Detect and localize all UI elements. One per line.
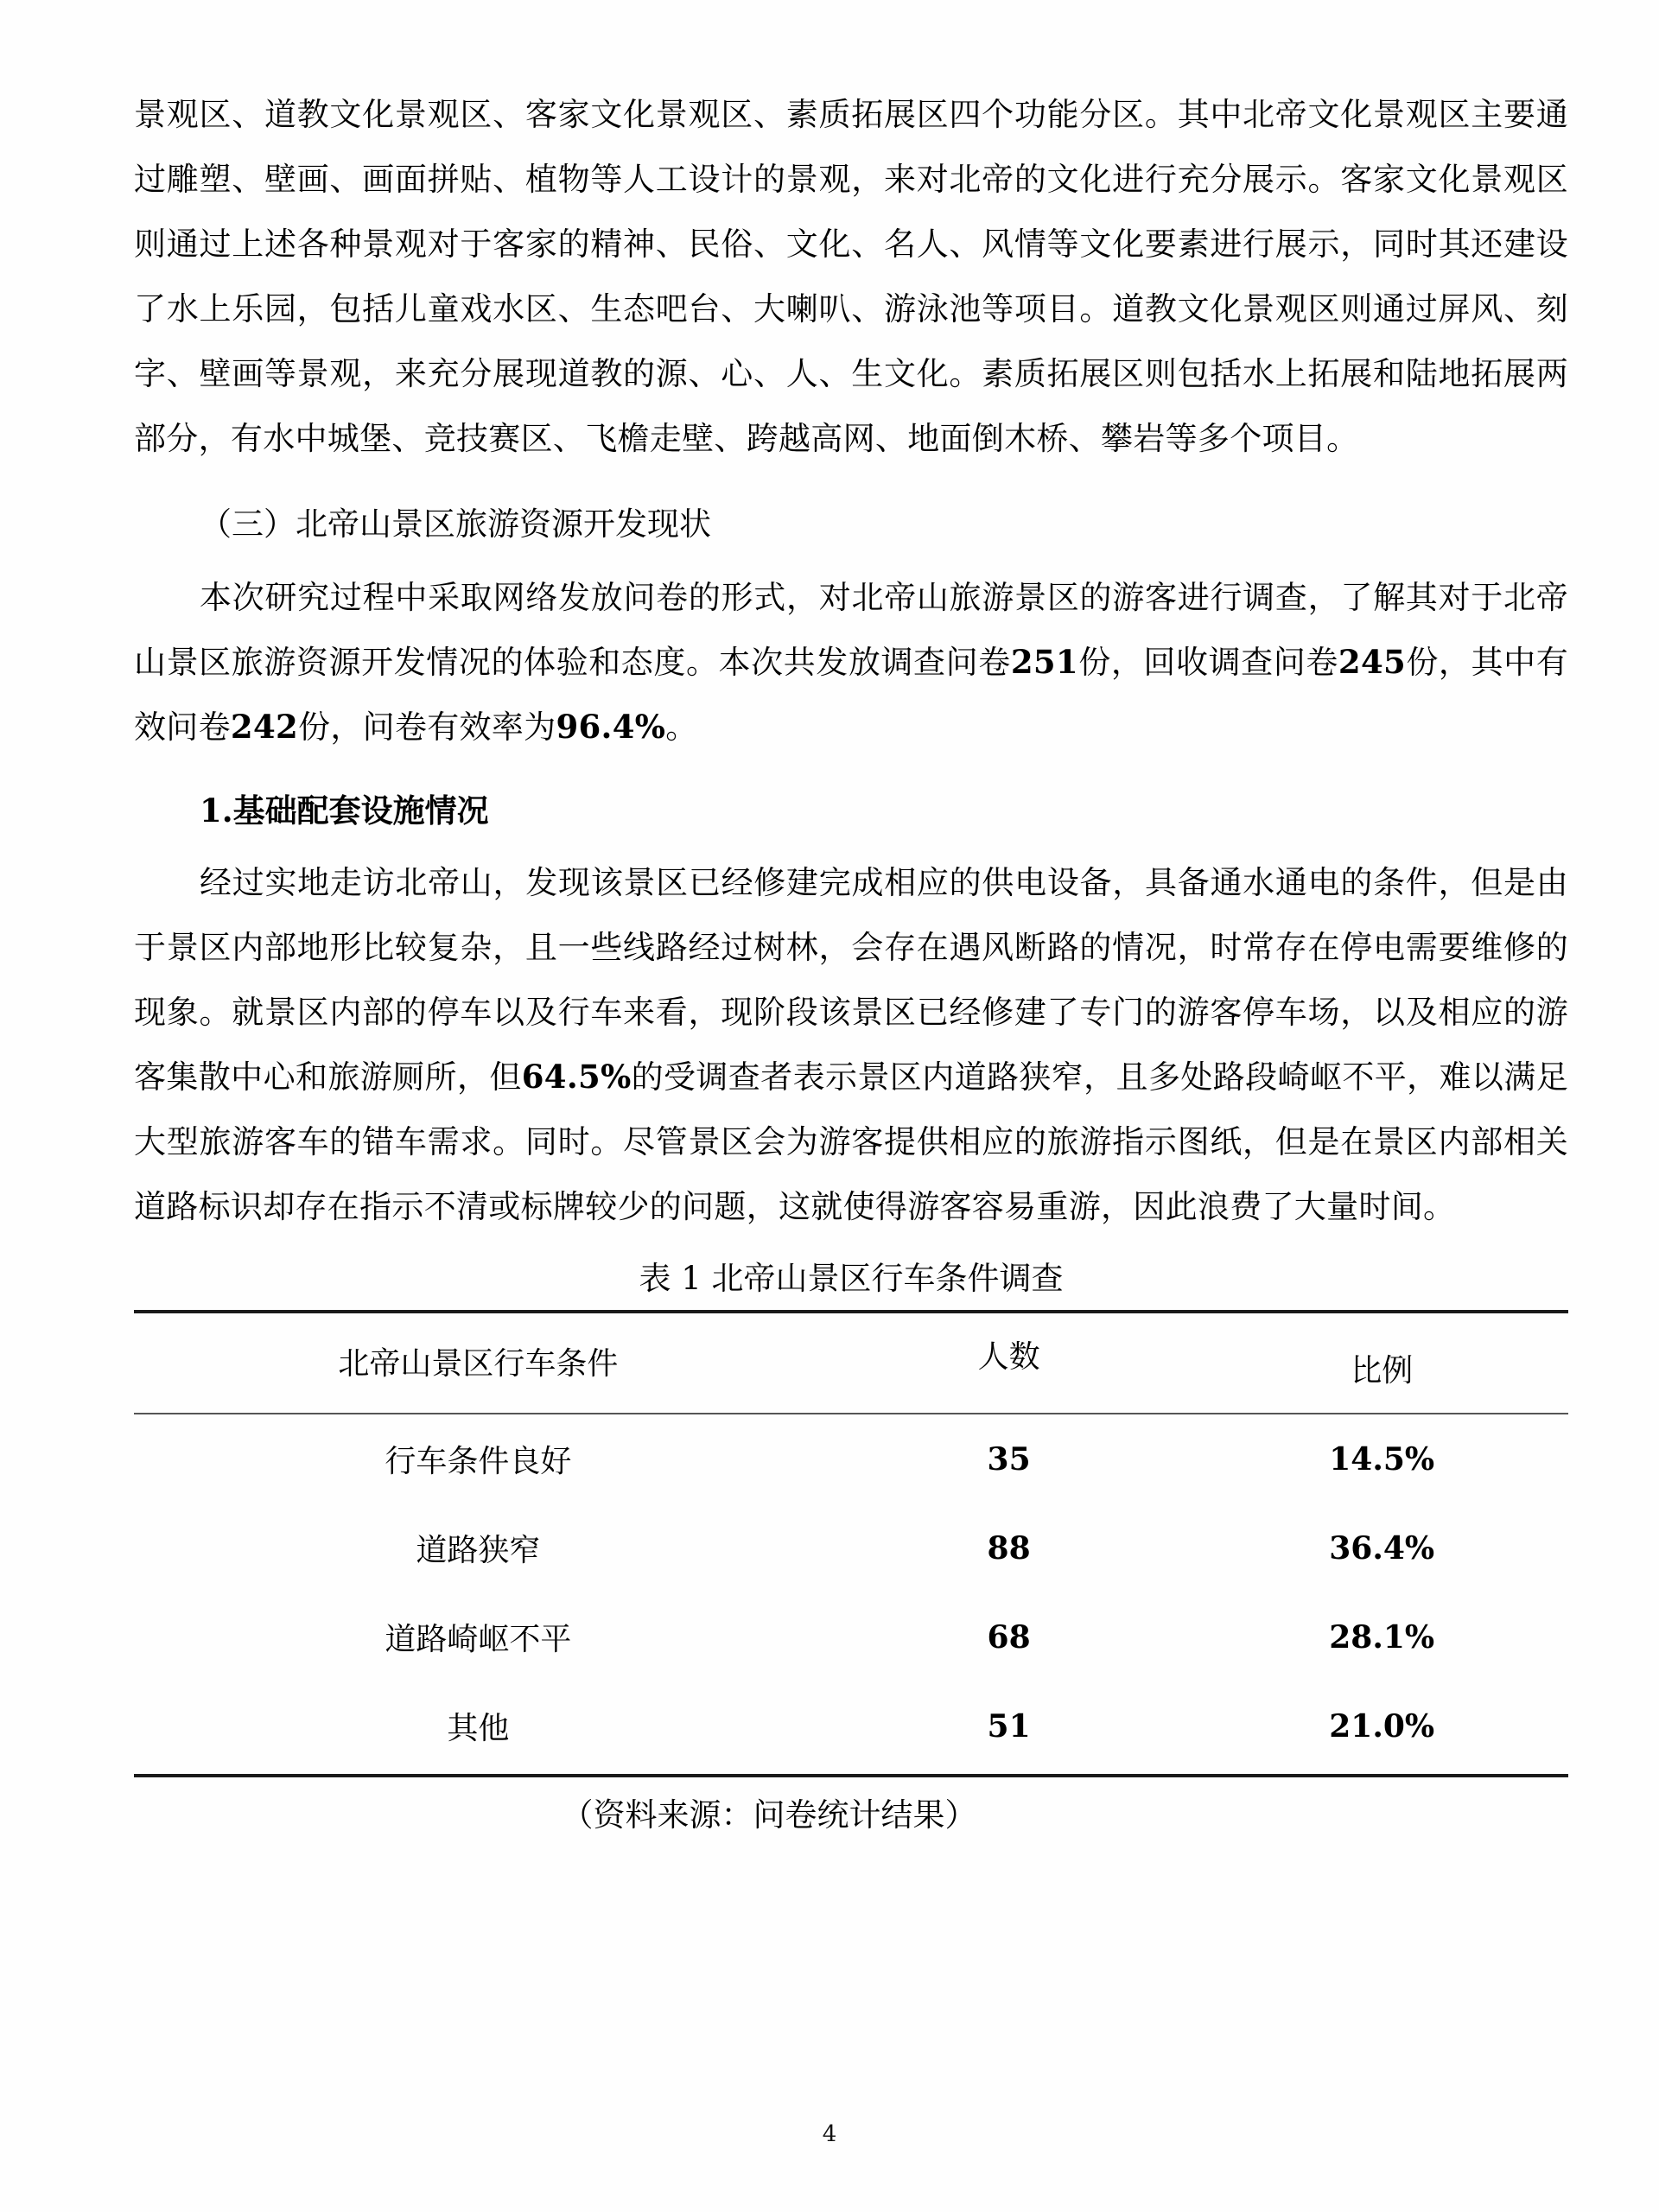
driving-conditions-table xyxy=(134,1310,1568,1777)
questionnaire-text-5: 。 xyxy=(665,709,698,746)
page-content xyxy=(134,82,1568,1841)
questionnaire-text-1: 本次研究过程中采取网络发放问卷的形式，对北帝山旅游景区的游客进行调查，了解其对于北帝山景区旅游资源开发情况的体验和态度。本次共发放调查问卷 xyxy=(134,579,1568,681)
table-header-row xyxy=(134,1312,1568,1414)
column-header-ratio xyxy=(1195,1312,1568,1414)
table-row xyxy=(134,1681,1568,1776)
cell-ratio: 21.0% xyxy=(1195,1681,1568,1776)
questionnaire-text-4: 份，问卷有效率为 xyxy=(298,709,556,746)
cell-condition: 其他 xyxy=(134,1681,823,1776)
narrow-road-percentage: 64.5% xyxy=(521,1058,632,1096)
questionnaire-text-2: 份，回收调查问卷 xyxy=(1077,644,1338,681)
column-header-ratio-label: 比例 xyxy=(1351,1353,1414,1389)
table-source-note: （资料来源：问卷统计结果） xyxy=(561,1796,977,1834)
cell-ratio: 28.1% xyxy=(1329,1618,1435,1656)
paragraph-scenic-zones: 景观区、道教文化景观区、客家文化景观区、素质拓展区四个功能分区。其中北帝文化景观区主要通过雕塑、壁画、画面拼贴、植物等人工设计的景观，来对北帝的文化进行充分展示。客家文化景观区则通过上述各种景观对于客家的精神、民俗、文化、名人、风情等文化要素进行展示，同时其还建设了水上乐园，包括儿童戏水区、生态吧台、大喇叭、游泳池等项目。道教文化景观区则通过屏风、刻字、壁画等景观，来充分展现道教的源、心、人、生文化。素质拓展区则包括水上拓展和陆地拓展两部分，有水中城堡、竞技赛区、飞檐走壁、跨越高网、地面倒木桥、攀岩等多个项目。 xyxy=(134,96,1568,457)
cell-count: 88 xyxy=(987,1529,1031,1567)
cell-count: 68 xyxy=(987,1618,1031,1656)
cell-condition: 道路狭窄 xyxy=(416,1533,541,1568)
table-header xyxy=(134,1312,1568,1414)
table-row xyxy=(134,1414,1568,1503)
questionnaire-valid-rate: 96.4% xyxy=(556,708,666,746)
table-row xyxy=(134,1503,1568,1592)
infrastructure-text-1: 经过实地走访北帝山，发现该景区已经修建完成相应的供电设备，具备通水通电的条件，但是由于景区内部地形比较复杂，且一些线路经过树林，会存在遇风断路的情况，时常存在停电需要维修的现象。就景区内部的停车以及行车来看，现阶段该景区已经修建了专门的游客停车场，以及相应的游客集散中心和旅游厕所，但 xyxy=(134,864,1568,1096)
column-header-count xyxy=(823,1312,1196,1414)
cell-ratio: 36.4% xyxy=(1329,1529,1435,1567)
table-row xyxy=(134,1592,1568,1681)
table-body xyxy=(134,1414,1568,1776)
column-header-count-label: 人数 xyxy=(977,1339,1040,1375)
column-header-condition: 北帝山景区行车条件 xyxy=(134,1312,823,1414)
questionnaire-issued-count: 251 xyxy=(1010,643,1078,681)
questionnaire-valid-count: 242 xyxy=(230,708,299,746)
page-number: 4 xyxy=(822,2121,837,2147)
section-heading-tourism-development: （三）北帝山景区旅游资源开发现状 xyxy=(200,505,711,543)
infrastructure-text-2: 的受调查者表示景区内道路狭窄，且多处路段崎岖不平，难以满足大型旅游客车的错车需求。同时。尽管景区会为游客提供相应的旅游指示图纸，但是在景区内部相关道路标识却存在指示不清或标牌较少的问题，这就使得游客容易重游，因此浪费了大量时间。 xyxy=(134,1058,1568,1225)
cell-ratio: 14.5% xyxy=(1329,1440,1435,1478)
subsection-heading-infrastructure: 1.基础配套设施情况 xyxy=(200,791,489,830)
paragraph-infrastructure-findings xyxy=(134,850,1568,1239)
cell-condition: 行车条件良好 xyxy=(385,1444,572,1479)
paragraph-questionnaire-summary xyxy=(134,565,1568,760)
cell-condition: 道路崎岖不平 xyxy=(385,1622,572,1657)
table-title: 表 1 北帝山景区行车条件调查 xyxy=(639,1260,1064,1297)
cell-count: 51 xyxy=(823,1681,1196,1776)
questionnaire-returned-count: 245 xyxy=(1338,643,1407,681)
cell-count: 35 xyxy=(987,1440,1031,1478)
questionnaire-text-3: 份，其中有效问卷 xyxy=(134,644,1568,746)
